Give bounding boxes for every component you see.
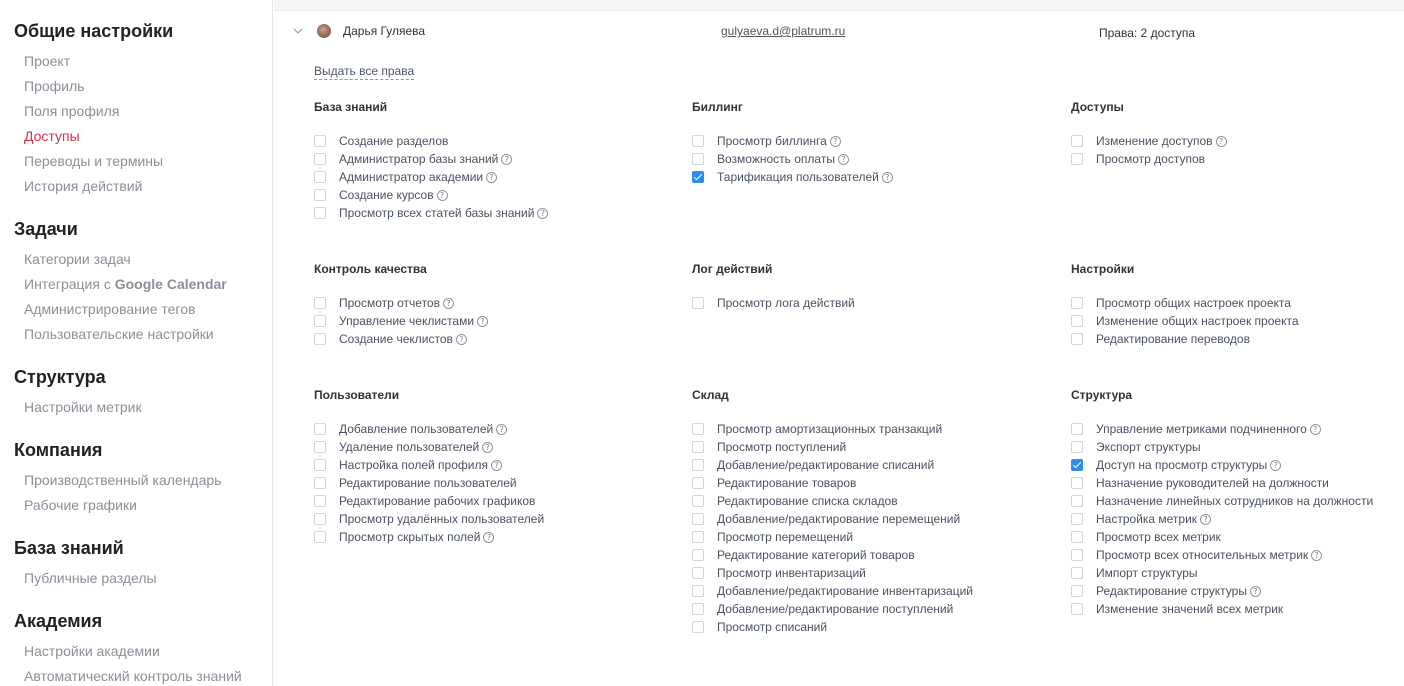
checkbox[interactable]: [1071, 531, 1083, 543]
chevron-down-icon[interactable]: [292, 25, 304, 37]
sidebar-item[interactable]: Настройки метрик: [24, 399, 142, 415]
permission-label-text: Редактирование категорий товаров: [717, 548, 915, 562]
permission-label-text: Просмотр общих настроек проекта: [1096, 296, 1291, 310]
permission-label-text: Добавление/редактирование перемещений: [717, 512, 961, 526]
permission-label: [339, 494, 535, 509]
permission-label: [717, 476, 856, 491]
permission-label: [717, 296, 855, 311]
checkbox[interactable]: [1071, 333, 1083, 345]
sidebar-item[interactable]: Доступы: [24, 128, 80, 144]
permission-label: [1096, 458, 1281, 473]
sidebar-item[interactable]: Профиль: [24, 78, 85, 94]
permission-label-text: Просмотр списаний: [717, 620, 828, 634]
permission-label-text: Добавление/редактирование инвентаризаций: [717, 584, 974, 598]
permission-label-text: Просмотр удалённых пользователей: [339, 512, 545, 526]
permission-label-text: Изменение общих настроек проекта: [1096, 314, 1299, 328]
checkbox[interactable]: [314, 441, 326, 453]
permission-label-text: Редактирование списка складов: [717, 494, 898, 508]
sidebar-section-title: Структура: [14, 367, 106, 387]
sidebar-item[interactable]: Поля профиля: [24, 103, 120, 119]
permission-label-text: Настройка метрик: [1096, 512, 1198, 526]
question-circle-icon[interactable]: ?: [1270, 460, 1281, 471]
permission-label: [1096, 314, 1299, 329]
checkbox[interactable]: [692, 297, 704, 309]
sidebar-section-title: Компания: [14, 440, 103, 460]
permission-label: [717, 566, 866, 581]
checkbox[interactable]: [692, 513, 704, 525]
permission-label-text: Редактирование переводов: [1096, 332, 1250, 346]
permission-label-text: Доступ на просмотр структуры: [1096, 458, 1268, 472]
permission-label: [1096, 566, 1198, 581]
permission-label: [717, 620, 827, 635]
question-circle-icon[interactable]: ?: [496, 424, 507, 435]
permission-label: [1096, 152, 1205, 167]
sidebar-section-title: База знаний: [14, 538, 124, 558]
sidebar-item[interactable]: Проект: [24, 53, 71, 69]
checkbox-checked[interactable]: [1071, 459, 1083, 471]
checkbox[interactable]: [692, 585, 704, 597]
permission-label-text: Просмотр перемещений: [717, 530, 854, 544]
permission-label: [717, 458, 934, 473]
permission-label: [717, 530, 853, 545]
permission-group-title: Склад: [692, 388, 729, 402]
permission-label-text: Администратор академии: [339, 170, 484, 184]
avatar: [317, 24, 331, 38]
permission-group-title: База знаний: [314, 100, 388, 114]
sidebar-item[interactable]: Переводы и термины: [24, 153, 164, 169]
permission-label-text: Создание курсов: [339, 188, 434, 202]
question-circle-icon[interactable]: ?: [437, 190, 448, 201]
sidebar-item[interactable]: Производственный календарь: [24, 472, 222, 488]
checkbox[interactable]: [1071, 513, 1083, 525]
permission-group-title: Доступы: [1071, 100, 1124, 114]
permission-label: [1096, 476, 1329, 491]
permission-label-text: Назначение линейных сотрудников на должности: [1096, 494, 1374, 508]
sidebar-item-label: Интеграция с: [24, 276, 115, 292]
sidebar-item[interactable]: Настройки академии: [24, 643, 160, 659]
permission-label: [717, 134, 841, 149]
question-circle-icon[interactable]: ?: [477, 316, 488, 327]
checkbox[interactable]: [692, 459, 704, 471]
permission-group-title: Лог действий: [692, 262, 773, 276]
sidebar-section-title: Общие настройки: [14, 21, 174, 41]
checkbox[interactable]: [314, 423, 326, 435]
permission-label: [717, 170, 893, 185]
permission-label-text: Просмотр всех метрик: [1096, 530, 1221, 544]
permission-label: [339, 152, 512, 167]
permission-label-text: Редактирование рабочих графиков: [339, 494, 536, 508]
permission-group-title: Структура: [1071, 388, 1133, 402]
checkbox[interactable]: [692, 441, 704, 453]
checkbox[interactable]: [314, 531, 326, 543]
permission-label: [1096, 440, 1201, 455]
sidebar-item[interactable]: Рабочие графики: [24, 497, 137, 513]
permission-group-title: Настройки: [1071, 262, 1135, 276]
question-circle-icon[interactable]: ?: [491, 460, 502, 471]
permission-label: [1096, 530, 1221, 545]
permission-label-text: Настройка полей профиля: [339, 458, 488, 472]
checkbox[interactable]: [1071, 315, 1083, 327]
permission-label-text: Администратор базы знаний: [339, 152, 499, 166]
checkbox[interactable]: [314, 189, 326, 201]
permission-label: [717, 494, 898, 509]
permission-label: [1096, 422, 1321, 437]
checkbox[interactable]: [692, 621, 704, 633]
question-circle-icon[interactable]: ?: [1311, 550, 1322, 561]
checkbox[interactable]: [692, 531, 704, 543]
question-circle-icon[interactable]: ?: [443, 298, 454, 309]
permission-label: [717, 422, 942, 437]
permission-label: [1096, 548, 1322, 563]
checkbox[interactable]: [1071, 585, 1083, 597]
permission-label-text: Управление чеклистами: [339, 314, 475, 328]
permission-label-text: Просмотр всех статей базы знаний: [339, 206, 535, 220]
permission-label: [1096, 134, 1227, 149]
permission-label-text: Просмотр скрытых полей: [339, 530, 481, 544]
question-circle-icon[interactable]: ?: [1216, 136, 1227, 147]
permission-label-text: Просмотр поступлений: [717, 440, 847, 454]
permission-label: [339, 206, 548, 221]
permission-label-text: Редактирование структуры: [1096, 584, 1247, 598]
sidebar-item[interactable]: Категории задач: [24, 251, 131, 267]
grant-all-rights-link[interactable]: Выдать все права: [314, 64, 415, 78]
permission-label-text: Тарификация пользователей: [717, 170, 879, 184]
permission-label: [1096, 512, 1211, 527]
permission-label-text: Просмотр амортизационных транзакций: [717, 422, 943, 436]
permission-label-text: Удаление пользователей: [339, 440, 480, 454]
permission-label: [339, 296, 454, 311]
question-circle-icon[interactable]: ?: [830, 136, 841, 147]
permission-label-text: Редактирование товаров: [717, 476, 857, 490]
permission-label: [717, 584, 973, 599]
checkbox[interactable]: [692, 423, 704, 435]
permission-label-text: Управление метриками подчиненного: [1096, 422, 1307, 436]
question-circle-icon[interactable]: ?: [501, 154, 512, 165]
checkbox[interactable]: [1071, 567, 1083, 579]
permission-label-text: Изменение доступов: [1096, 134, 1213, 148]
checkbox[interactable]: [314, 297, 326, 309]
permission-label-text: Просмотр всех относительных метрик: [1096, 548, 1309, 562]
question-circle-icon[interactable]: ?: [1250, 586, 1261, 597]
checkbox[interactable]: [314, 315, 326, 327]
permission-label-text: Просмотр отчетов: [339, 296, 440, 310]
permission-label: [339, 440, 493, 455]
question-circle-icon[interactable]: ?: [882, 172, 893, 183]
user-email-link[interactable]: gulyaeva.d@platrum.ru: [721, 24, 846, 38]
question-circle-icon[interactable]: ?: [486, 172, 497, 183]
checkbox[interactable]: [314, 171, 326, 183]
permission-label: [717, 152, 849, 167]
settings-sidebar: [0, 0, 273, 686]
permission-group-title: Пользователи: [314, 388, 400, 402]
checkbox[interactable]: [1071, 441, 1083, 453]
permission-label-text: Добавление/редактирование списаний: [717, 458, 935, 472]
question-circle-icon[interactable]: ?: [1200, 514, 1211, 525]
checkbox[interactable]: [1071, 603, 1083, 615]
permission-label-text: Назначение руководителей на должности: [1096, 476, 1329, 490]
permission-label-text: Экспорт структуры: [1096, 440, 1201, 454]
permission-label: [339, 170, 497, 185]
permission-label: [339, 422, 507, 437]
checkbox[interactable]: [1071, 153, 1083, 165]
checkbox[interactable]: [692, 603, 704, 615]
checkbox[interactable]: [314, 495, 326, 507]
question-circle-icon[interactable]: ?: [838, 154, 849, 165]
permission-label: [717, 602, 953, 617]
checkbox[interactable]: [692, 567, 704, 579]
sidebar-section-title: Задачи: [14, 219, 78, 239]
sidebar-item[interactable]: Пользовательские настройки: [24, 326, 214, 342]
permission-label: [717, 512, 960, 527]
checkbox[interactable]: [692, 135, 704, 147]
sidebar-item[interactable]: Автоматический контроль знаний: [24, 668, 242, 684]
checkbox-checked[interactable]: [692, 171, 704, 183]
top-band: [274, 0, 1404, 11]
question-circle-icon[interactable]: ?: [482, 442, 493, 453]
permission-label: [339, 134, 448, 149]
question-circle-icon[interactable]: ?: [483, 532, 494, 543]
permission-label-text: Просмотр инвентаризаций: [717, 566, 866, 580]
user-rights-count: Права: 2 доступа: [1099, 26, 1196, 40]
permission-label: [339, 314, 488, 329]
permission-group-title: Контроль качества: [314, 262, 427, 276]
checkbox[interactable]: [314, 513, 326, 525]
checkbox[interactable]: [314, 207, 326, 219]
permission-label-text: Редактирование пользователей: [339, 476, 517, 490]
permission-label: [1096, 494, 1373, 509]
permission-label-text: Просмотр лога действий: [717, 296, 855, 310]
permission-label-text: Создание разделов: [339, 134, 449, 148]
sidebar-item[interactable]: Администрирование тегов: [24, 301, 196, 317]
permission-label: [339, 458, 502, 473]
checkbox[interactable]: [1071, 297, 1083, 309]
permission-label-text: Импорт структуры: [1096, 566, 1198, 580]
checkbox[interactable]: [692, 153, 704, 165]
checkbox[interactable]: [314, 135, 326, 147]
checkbox[interactable]: [314, 333, 326, 345]
permission-label-text: Добавление/редактирование поступлений: [717, 602, 954, 616]
permission-group-title: Биллинг: [692, 100, 743, 114]
permission-label-text: Изменение значений всех метрик: [1096, 602, 1284, 616]
permission-label: [339, 476, 517, 491]
permission-label: [339, 530, 494, 545]
checkbox[interactable]: [314, 153, 326, 165]
permission-label-text: Просмотр доступов: [1096, 152, 1205, 166]
checkbox[interactable]: [1071, 423, 1083, 435]
checkbox[interactable]: [1071, 495, 1083, 507]
user-name: Дарья Гуляева: [343, 24, 426, 38]
permission-label: [339, 188, 448, 203]
permission-label: [717, 548, 915, 563]
permission-label: [1096, 296, 1291, 311]
permission-label: [717, 440, 846, 455]
checkbox[interactable]: [314, 459, 326, 471]
sidebar-item[interactable]: [24, 275, 227, 293]
permission-label: [1096, 602, 1283, 617]
checkbox[interactable]: [692, 549, 704, 561]
user-row[interactable]: [274, 11, 1404, 53]
permission-label-text: Создание чеклистов: [339, 332, 453, 346]
sidebar-section-title: Академия: [14, 611, 103, 631]
permission-label-text: Просмотр биллинга: [717, 134, 827, 148]
checkbox[interactable]: [314, 477, 326, 489]
checkbox[interactable]: [692, 495, 704, 507]
permission-label: [1096, 332, 1250, 347]
question-circle-icon[interactable]: ?: [537, 208, 548, 219]
permission-label: [339, 512, 544, 527]
question-circle-icon[interactable]: ?: [456, 334, 467, 345]
sidebar-item-label-bold: Google Calendar: [114, 276, 227, 292]
checkbox[interactable]: [1071, 477, 1083, 489]
sidebar-item[interactable]: Публичные разделы: [24, 570, 157, 586]
checkbox[interactable]: [692, 477, 704, 489]
permission-label: [339, 332, 467, 347]
permission-label: [1096, 584, 1261, 599]
checkbox[interactable]: [1071, 135, 1083, 147]
question-circle-icon[interactable]: ?: [1310, 424, 1321, 435]
permission-label-text: Добавление пользователей: [339, 422, 494, 436]
sidebar-item[interactable]: История действий: [24, 178, 143, 194]
permission-label-text: Возможность оплаты: [717, 152, 835, 166]
checkbox[interactable]: [1071, 549, 1083, 561]
